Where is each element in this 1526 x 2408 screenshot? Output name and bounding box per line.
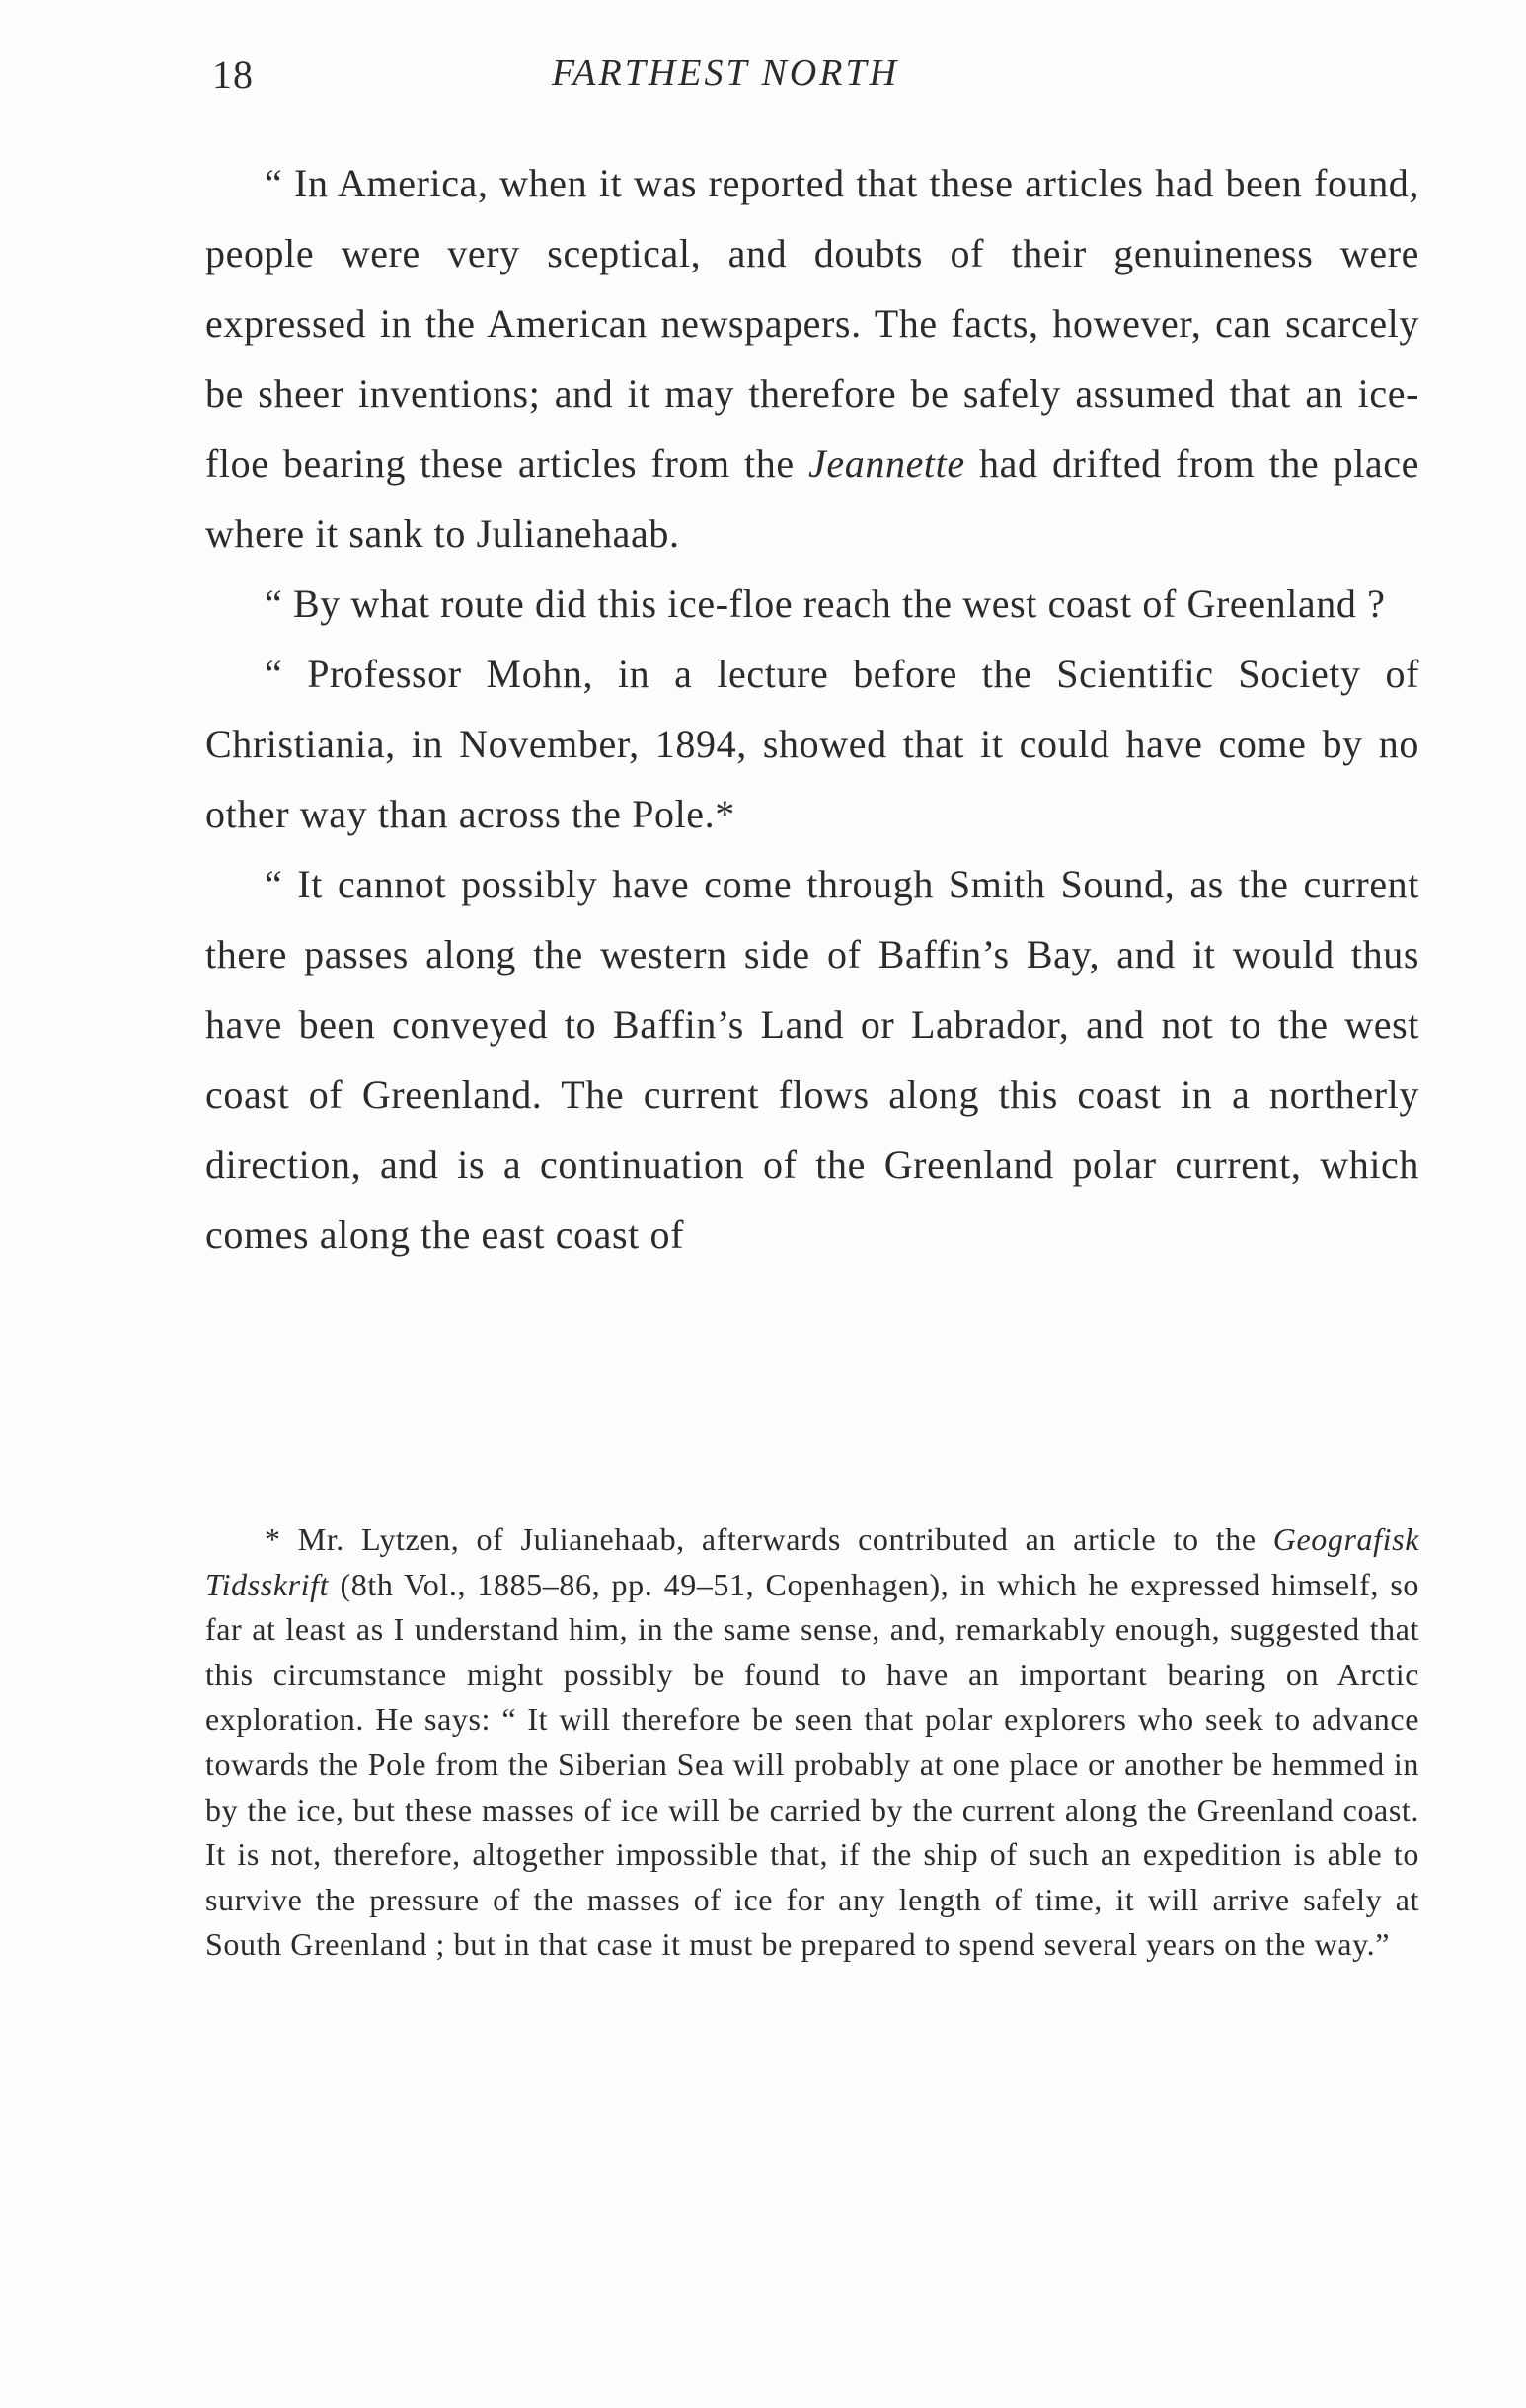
paragraph-smith-sound: “ It cannot possibly have come through Smith Sound, as the current there passes along the western side of Baffin’s Bay, and it would thus have been conveyed to Baffin’s Land or Labrador, and not to the west coast of Greenland. The current flows along this coast in a northerly direction, and is a continuation of the Greenland polar current, which comes along the east coast of xyxy=(205,862,1419,1257)
footnote-rest: (8th Vol., 1885–86, pp. 49–51, Copenhagen), in which he expressed himself, so far at least as I understand him, in the same sense, and, remarkably enough, suggested that this circumstance might possibly be found to have an important bearing on Arctic exploration. He says: “ It will therefore be seen that polar explorers who seek to advance towards the Pole from the Siberian Sea will probably at one place or another be hemmed in by the ice, but these masses of ice will be carried by the current along the Greenland coast. It is not, therefore, altogether impossible that, if the ship of such an expedition is able to survive the pressure of the masses of ice for any length of time, it will arrive safely at South Greenland ; but in that case it must be prepared to spend several years on the way.” xyxy=(205,1566,1419,1963)
paragraph-america-end: had drifted from the place where it sank to Julianehaab. xyxy=(205,441,1419,556)
paragraph-america-text: “ In America, when it was reported that these articles had been found, people were very sceptical, and doubts of their genuineness were expressed in the American newspapers. The facts, however, can scarcely be sheer inventions; and it may therefore be safely assumed that an ice-floe bearing these articles from the xyxy=(205,161,1419,486)
paragraph-america xyxy=(205,148,1419,569)
footnote xyxy=(205,1517,1419,1968)
page-header xyxy=(212,51,1426,111)
journal-title: Geografisk Tidsskrift xyxy=(205,1521,1419,1602)
ship-name: Jeannette xyxy=(808,441,965,486)
running-head: FARTHEST NORTH xyxy=(551,52,900,94)
footnote-start: * Mr. Lytzen, of Julianehaab, afterwards contributed an article to the xyxy=(265,1521,1273,1557)
footnote-text xyxy=(205,1517,1419,1968)
page-number: 18 xyxy=(212,52,254,97)
paragraph-mohn: “ Professor Mohn, in a lecture before the Scientific Society of Christiania, in November, 1894, showed that it could have come by no other way than across the Pole.* xyxy=(205,652,1419,836)
body-text xyxy=(205,148,1419,1270)
paragraph-route: “ By what route did this ice-floe reach the west coast of Greenland ? xyxy=(265,582,1386,626)
